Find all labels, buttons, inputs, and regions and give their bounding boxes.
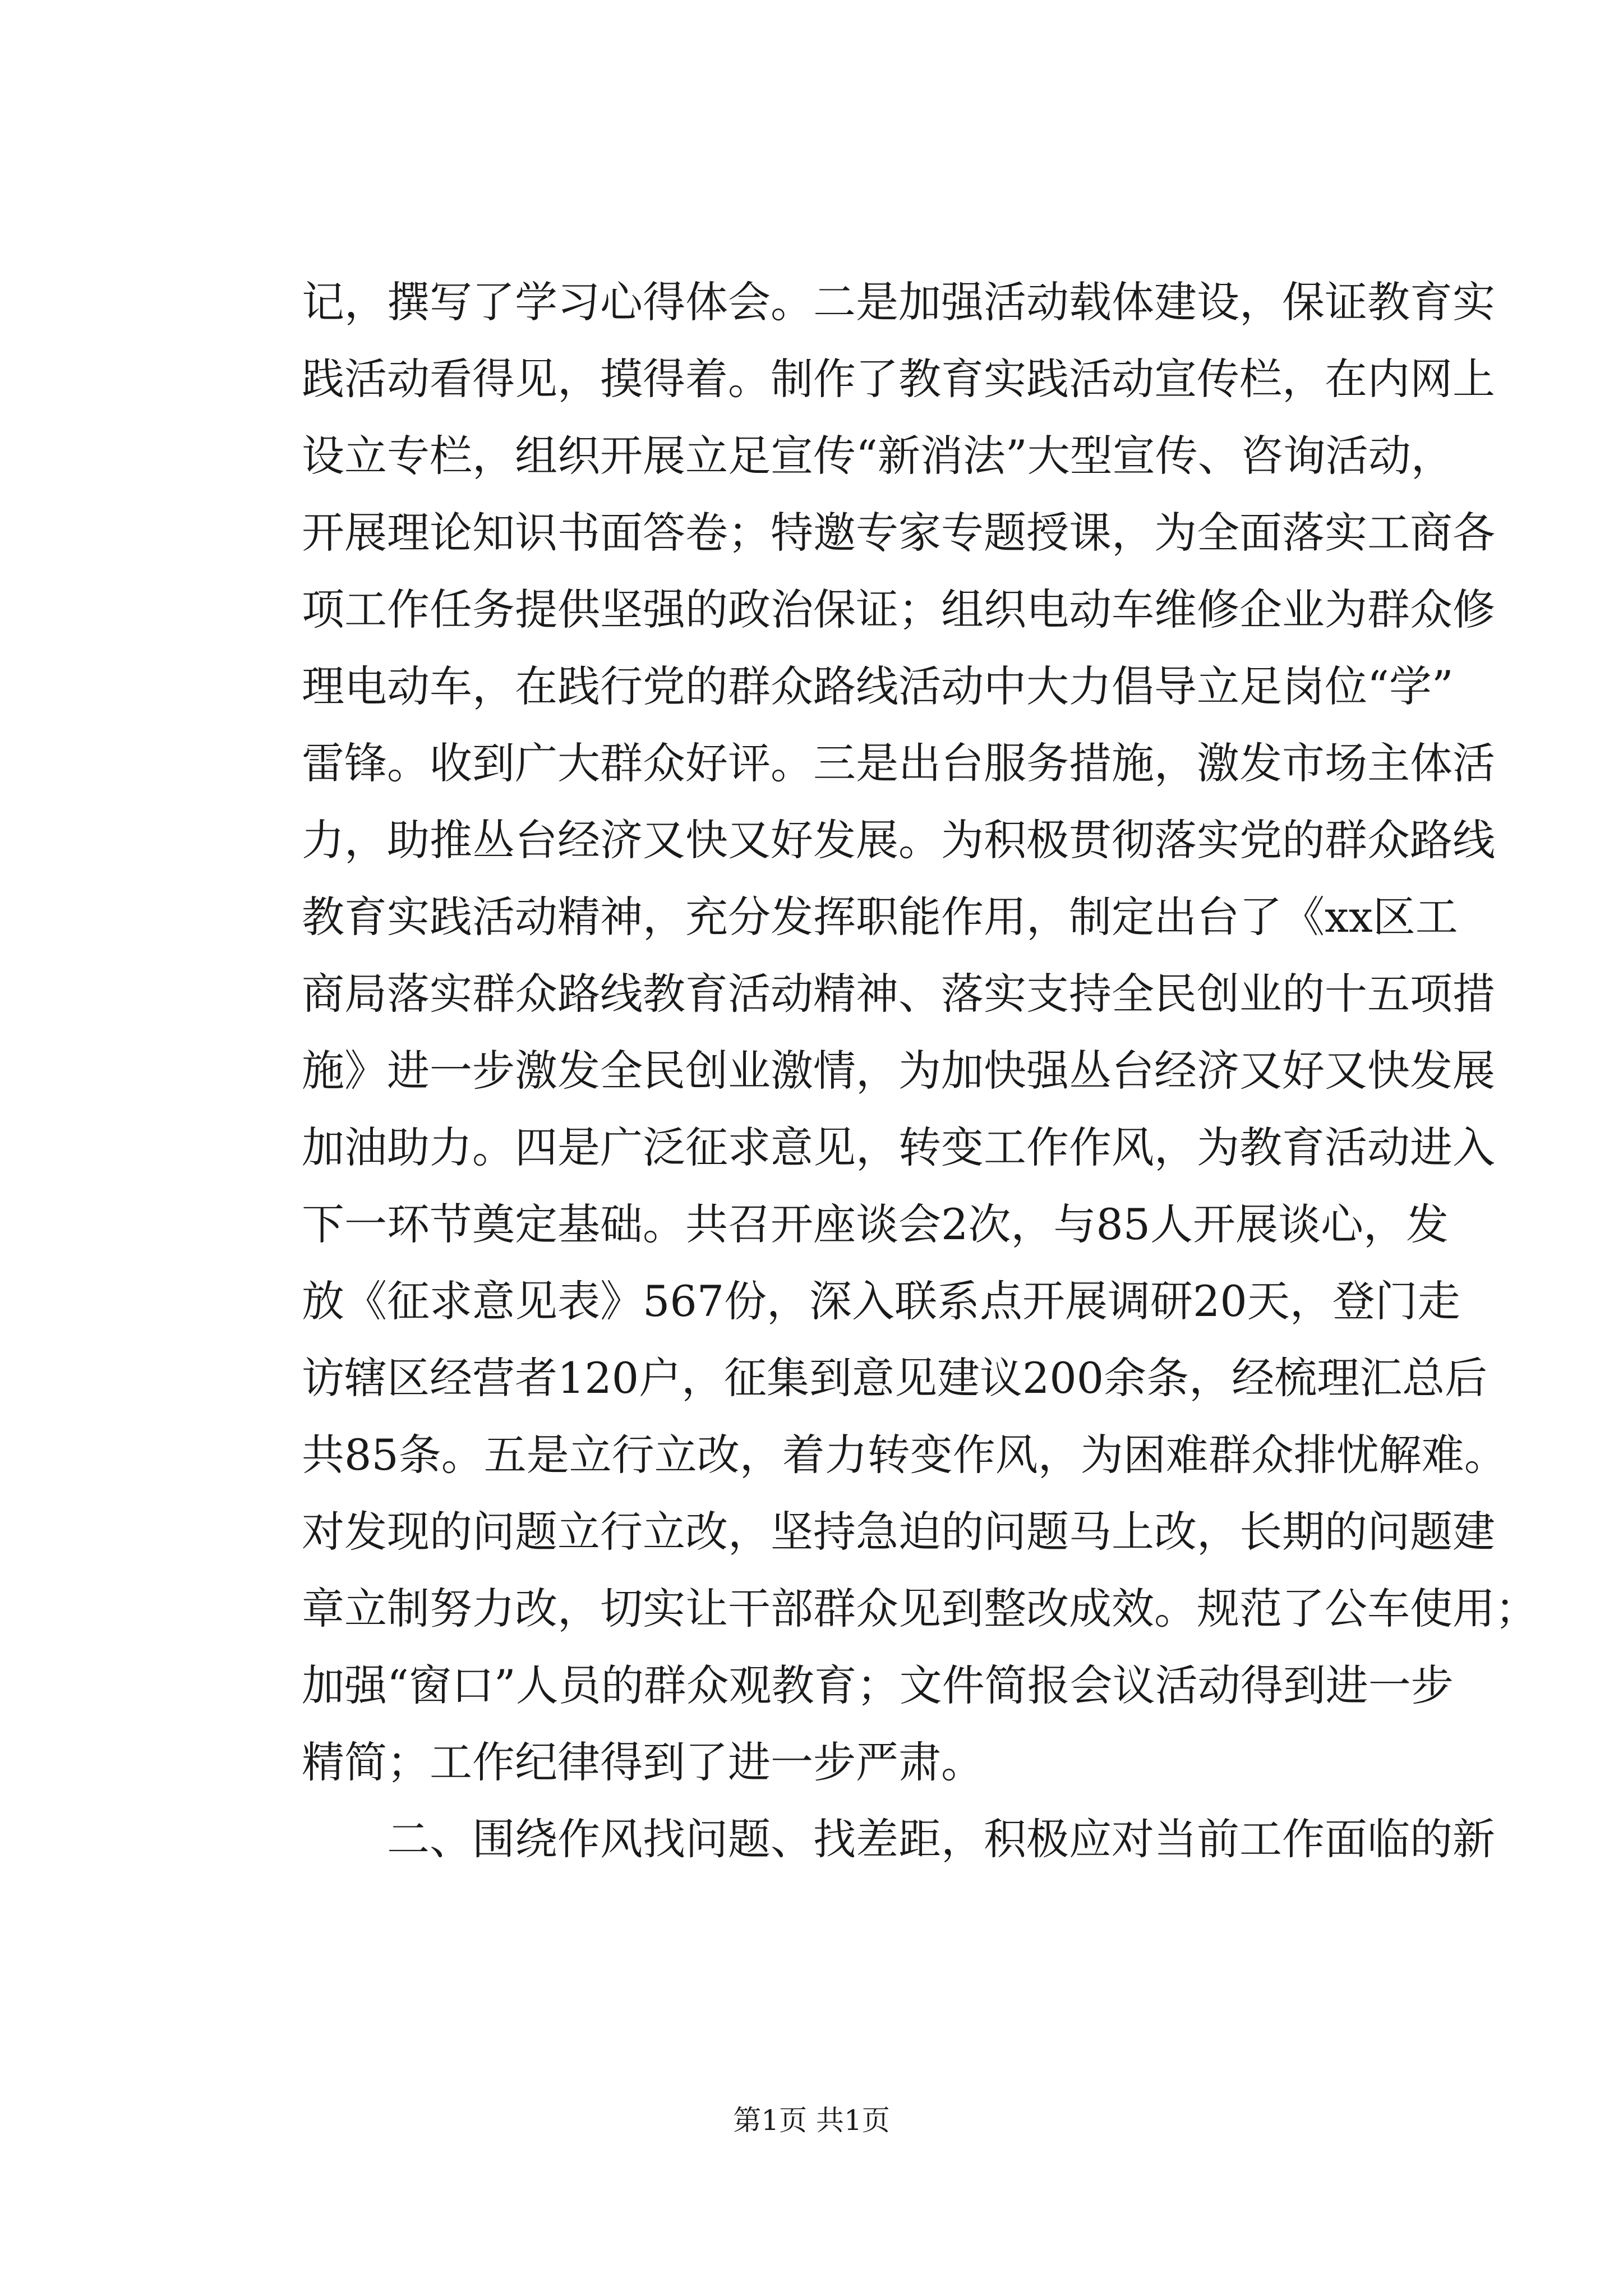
text-line: 记，撰写了学习心得体会。二是加强活动载体建设，保证教育实 <box>302 277 1495 327</box>
text-line: 放《征求意见表》567份，深入联系点开展调研20天，登门走 <box>302 1276 1460 1326</box>
text-line: 践活动看得见，摸得着。制作了教育实践活动宣传栏，在内网上 <box>302 354 1495 404</box>
text-line: 力，助推丛台经济又快又好发展。为积极贯彻落实党的群众路线 <box>302 815 1495 865</box>
section-heading-line: 二、围绕作风找问题、找差距，积极应对当前工作面临的新 <box>387 1814 1495 1864</box>
text-line: 商局落实群众路线教育活动精神、落实支持全民创业的十五项措 <box>302 969 1495 1019</box>
text-line: 设立专栏，组织开展立足宣传“新消法”大型宣传、咨询活动， <box>302 431 1454 481</box>
text-line: 共85条。五是立行立改，着力转变作风，为困难群众排忧解难。 <box>302 1430 1507 1480</box>
text-line: 教育实践活动精神，充分发挥职能作用，制定出台了《xx区工 <box>302 892 1458 942</box>
text-line: 理电动车，在践行党的群众路线活动中大力倡导立足岗位“学” <box>302 661 1454 711</box>
text-line: 雷锋。收到广大群众好评。三是出台服务措施，激发市场主体活 <box>302 738 1495 788</box>
text-line: 精简；工作纪律得到了进一步严肃。 <box>302 1737 984 1787</box>
text-line: 开展理论知识书面答卷；特邀专家专题授课，为全面落实工商各 <box>302 508 1495 558</box>
text-line: 加强“窗口”人员的群众观教育；文件简报会议活动得到进一步 <box>302 1660 1454 1710</box>
page-footer: 第1页 共1页 <box>733 2104 890 2137</box>
text-line: 施》进一步激发全民创业激情，为加快强丛台经济又好又快发展 <box>302 1046 1495 1096</box>
text-line: 下一环节奠定基础。共召开座谈会2次，与85人开展谈心，发 <box>302 1199 1449 1249</box>
text-line: 项工作任务提供坚强的政治保证；组织电动车维修企业为群众修 <box>302 585 1495 634</box>
text-line: 对发现的问题立行立改，坚持急迫的问题马上改，长期的问题建 <box>302 1507 1495 1557</box>
text-line: 访辖区经营者120户，征集到意见建议200余条，经梳理汇总后 <box>302 1353 1488 1403</box>
text-line: 加油助力。四是广泛征求意见，转变工作作风，为教育活动进入 <box>302 1122 1495 1172</box>
text-line: 章立制努力改，切实让干部群众见到整改成效。规范了公车使用； <box>302 1584 1538 1634</box>
document-body <box>302 264 1538 1878</box>
